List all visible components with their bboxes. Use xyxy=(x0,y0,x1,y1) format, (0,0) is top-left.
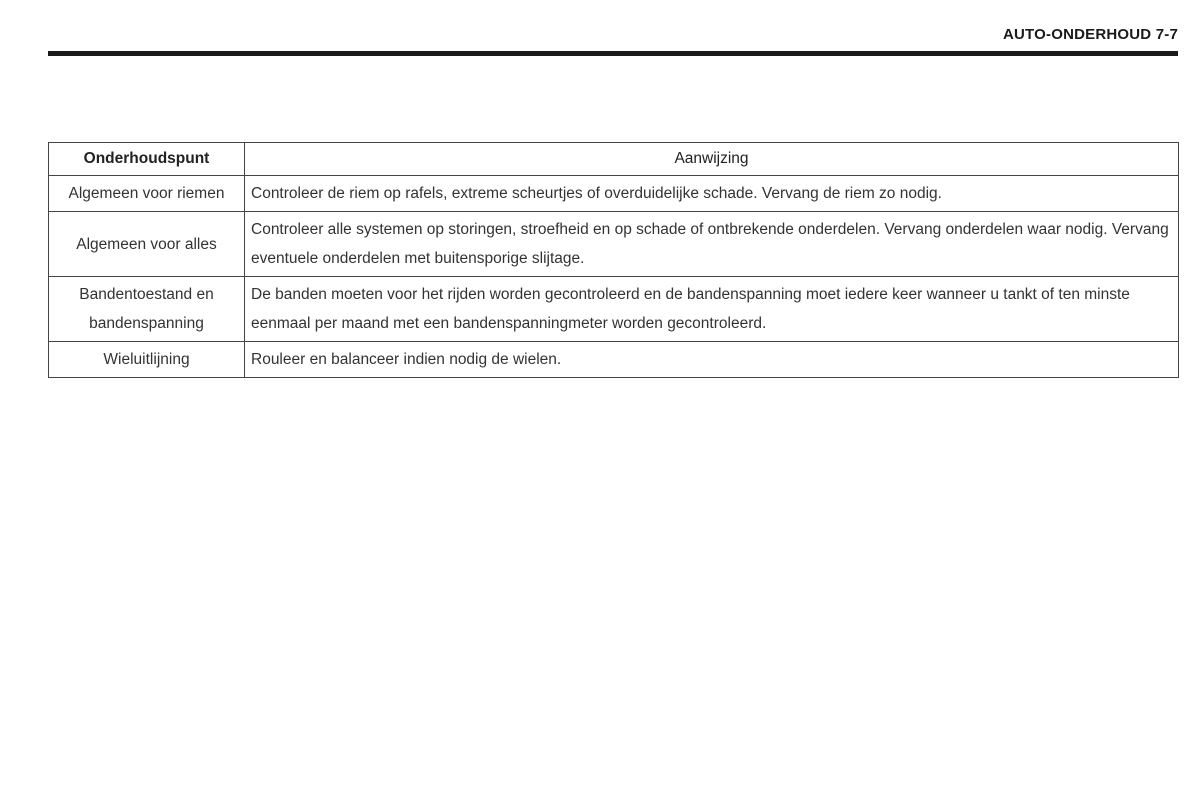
table-row xyxy=(49,277,1179,342)
instruction-cell: De banden moeten voor het rijden worden gecontroleerd en de bandenspanning moet iedere keer wanneer u tankt of ten minste eenmaal per maand met een bandenspanningmeter worden gecontroleerd. xyxy=(245,277,1179,342)
table-row xyxy=(49,342,1179,378)
header-divider xyxy=(48,51,1178,56)
column-header-item: Onderhoudspunt xyxy=(49,143,245,176)
table-row xyxy=(49,176,1179,212)
column-header-instruction: Aanwijzing xyxy=(245,143,1179,176)
instruction-cell: Rouleer en balanceer indien nodig de wielen. xyxy=(245,342,1179,378)
maintenance-item-cell: Algemeen voor riemen xyxy=(49,176,245,212)
table-header-row xyxy=(49,143,1179,176)
maintenance-table xyxy=(48,142,1179,378)
instruction-cell: Controleer alle systemen op storingen, stroefheid en op schade of ontbrekende onderdelen. Vervang onderdelen waar nodig. Vervang eventuele onderdelen met buitensporige slijtage. xyxy=(245,212,1179,277)
instruction-cell: Controleer de riem op rafels, extreme scheurtjes of overduidelijke schade. Vervang de riem zo nodig. xyxy=(245,176,1179,212)
maintenance-item-cell: Algemeen voor alles xyxy=(49,212,245,277)
maintenance-item-cell: Wieluitlijning xyxy=(49,342,245,378)
table-row xyxy=(49,212,1179,277)
maintenance-item-cell: Bandentoestand en bandenspanning xyxy=(49,277,245,342)
page-section-title: AUTO-ONDERHOUD 7-7 xyxy=(1002,26,1178,43)
